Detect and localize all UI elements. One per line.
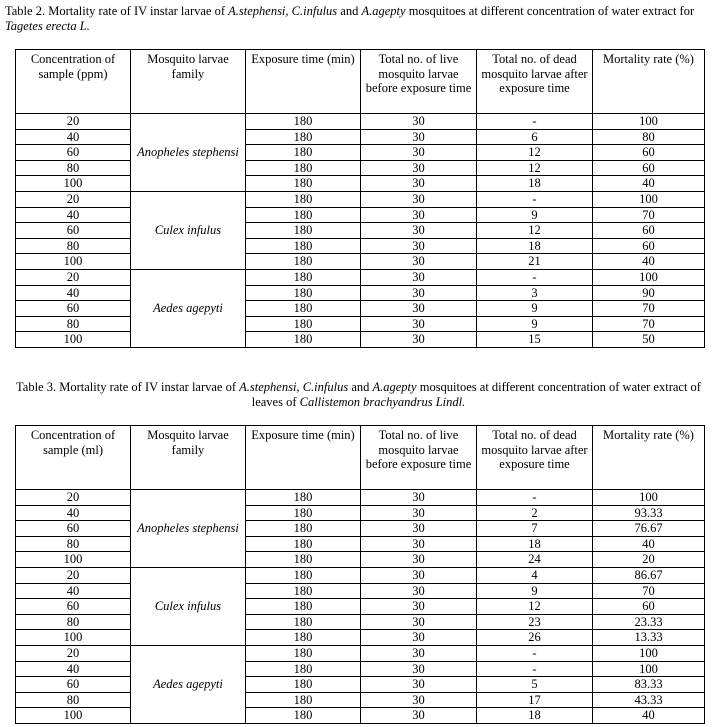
table-row bbox=[16, 567, 705, 583]
table-row bbox=[16, 191, 705, 207]
cell-dead-larvae: 6 bbox=[477, 129, 593, 145]
cell-live-larvae: 30 bbox=[361, 285, 477, 301]
caption-text: Table 3. Mortality rate of IV instar larvae of bbox=[16, 380, 240, 394]
cell-dead-larvae: 24 bbox=[477, 552, 593, 568]
cell-mortality-rate: 70 bbox=[593, 301, 705, 317]
cell-concentration: 100 bbox=[16, 708, 131, 724]
cell-mortality-rate: 70 bbox=[593, 207, 705, 223]
cell-mortality-rate: 70 bbox=[593, 316, 705, 332]
cell-mortality-rate: 100 bbox=[593, 269, 705, 285]
cell-concentration: 20 bbox=[16, 490, 131, 506]
table-row bbox=[16, 269, 705, 285]
cell-family: Anopheles stephensi bbox=[131, 114, 246, 192]
cell-live-larvae: 30 bbox=[361, 645, 477, 661]
cell-live-larvae: 30 bbox=[361, 238, 477, 254]
cell-dead-larvae: 15 bbox=[477, 332, 593, 348]
cell-exposure-time: 180 bbox=[246, 567, 361, 583]
cell-family: Anopheles stephensi bbox=[131, 490, 246, 568]
cell-dead-larvae: - bbox=[477, 269, 593, 285]
table-row bbox=[16, 238, 705, 254]
cell-live-larvae: 30 bbox=[361, 614, 477, 630]
cell-concentration: 60 bbox=[16, 521, 131, 537]
table-row bbox=[16, 160, 705, 176]
cell-exposure-time: 180 bbox=[246, 176, 361, 192]
table-row bbox=[16, 521, 705, 537]
cell-exposure-time: 180 bbox=[246, 692, 361, 708]
header-family: Mosquito larvae family bbox=[131, 50, 246, 114]
header-live-larvae: Total no. of live mosquito larvae before exposure time bbox=[361, 50, 477, 114]
table-row bbox=[16, 316, 705, 332]
cell-mortality-rate: 90 bbox=[593, 285, 705, 301]
caption-text: and bbox=[337, 4, 362, 18]
cell-concentration: 60 bbox=[16, 223, 131, 239]
cell-mortality-rate: 60 bbox=[593, 599, 705, 615]
table-row bbox=[16, 285, 705, 301]
cell-live-larvae: 30 bbox=[361, 223, 477, 239]
cell-live-larvae: 30 bbox=[361, 661, 477, 677]
table-row bbox=[16, 505, 705, 521]
table-row bbox=[16, 207, 705, 223]
caption-text: mosquitoes at different concentration of water extract of leaves of bbox=[251, 380, 701, 409]
cell-concentration: 80 bbox=[16, 238, 131, 254]
cell-exposure-time: 180 bbox=[246, 536, 361, 552]
cell-concentration: 20 bbox=[16, 567, 131, 583]
cell-dead-larvae: - bbox=[477, 661, 593, 677]
cell-live-larvae: 30 bbox=[361, 114, 477, 130]
cell-exposure-time: 180 bbox=[246, 552, 361, 568]
table-row bbox=[16, 661, 705, 677]
cell-dead-larvae: 2 bbox=[477, 505, 593, 521]
cell-concentration: 100 bbox=[16, 176, 131, 192]
cell-live-larvae: 30 bbox=[361, 521, 477, 537]
cell-mortality-rate: 40 bbox=[593, 708, 705, 724]
table-row bbox=[16, 536, 705, 552]
cell-live-larvae: 30 bbox=[361, 176, 477, 192]
species-name: A.stephensi, bbox=[228, 4, 289, 18]
cell-concentration: 80 bbox=[16, 692, 131, 708]
cell-exposure-time: 180 bbox=[246, 207, 361, 223]
cell-concentration: 40 bbox=[16, 207, 131, 223]
cell-mortality-rate: 20 bbox=[593, 552, 705, 568]
cell-concentration: 40 bbox=[16, 129, 131, 145]
cell-dead-larvae: 12 bbox=[477, 145, 593, 161]
cell-mortality-rate: 43.33 bbox=[593, 692, 705, 708]
table-3 bbox=[15, 425, 705, 724]
header-mortality-rate: Mortality rate (%) bbox=[593, 50, 705, 114]
cell-mortality-rate: 93.33 bbox=[593, 505, 705, 521]
cell-dead-larvae: 26 bbox=[477, 630, 593, 646]
header-dead-larvae: Total no. of dead mosquito larvae after exposure time bbox=[477, 50, 593, 114]
cell-mortality-rate: 40 bbox=[593, 254, 705, 270]
cell-family: Aedes agepyti bbox=[131, 645, 246, 723]
cell-live-larvae: 30 bbox=[361, 583, 477, 599]
table-row bbox=[16, 692, 705, 708]
species-name: A.stephensi, bbox=[239, 380, 300, 394]
cell-mortality-rate: 86.67 bbox=[593, 567, 705, 583]
cell-mortality-rate: 60 bbox=[593, 223, 705, 239]
header-concentration: Concentration of sample (ppm) bbox=[16, 50, 131, 114]
cell-dead-larvae: 18 bbox=[477, 238, 593, 254]
cell-live-larvae: 30 bbox=[361, 692, 477, 708]
species-name: C.infulus bbox=[291, 4, 338, 18]
cell-dead-larvae: 18 bbox=[477, 176, 593, 192]
cell-concentration: 20 bbox=[16, 191, 131, 207]
caption-text: Table 2. Mortality rate of IV instar larvae of bbox=[5, 4, 229, 18]
cell-exposure-time: 180 bbox=[246, 583, 361, 599]
cell-live-larvae: 30 bbox=[361, 332, 477, 348]
cell-dead-larvae: 18 bbox=[477, 708, 593, 724]
cell-exposure-time: 180 bbox=[246, 254, 361, 270]
table-row bbox=[16, 583, 705, 599]
cell-dead-larvae: 17 bbox=[477, 692, 593, 708]
cell-exposure-time: 180 bbox=[246, 630, 361, 646]
cell-concentration: 100 bbox=[16, 332, 131, 348]
cell-exposure-time: 180 bbox=[246, 599, 361, 615]
cell-dead-larvae: 23 bbox=[477, 614, 593, 630]
cell-mortality-rate: 100 bbox=[593, 114, 705, 130]
cell-exposure-time: 180 bbox=[246, 145, 361, 161]
cell-concentration: 40 bbox=[16, 661, 131, 677]
cell-dead-larvae: 12 bbox=[477, 223, 593, 239]
cell-dead-larvae: 12 bbox=[477, 160, 593, 176]
cell-exposure-time: 180 bbox=[246, 114, 361, 130]
plant-name: Tagetes erecta L. bbox=[5, 19, 90, 33]
cell-live-larvae: 30 bbox=[361, 567, 477, 583]
cell-concentration: 40 bbox=[16, 505, 131, 521]
cell-dead-larvae: 3 bbox=[477, 285, 593, 301]
cell-live-larvae: 30 bbox=[361, 630, 477, 646]
cell-exposure-time: 180 bbox=[246, 269, 361, 285]
cell-concentration: 80 bbox=[16, 536, 131, 552]
cell-live-larvae: 30 bbox=[361, 191, 477, 207]
cell-mortality-rate: 83.33 bbox=[593, 677, 705, 693]
cell-dead-larvae: 18 bbox=[477, 536, 593, 552]
table-row bbox=[16, 599, 705, 615]
cell-concentration: 20 bbox=[16, 645, 131, 661]
table-row bbox=[16, 223, 705, 239]
table-2 bbox=[15, 49, 705, 348]
plant-name: Callistemon brachyandrus Lindl. bbox=[299, 395, 466, 409]
cell-dead-larvae: 4 bbox=[477, 567, 593, 583]
cell-mortality-rate: 23.33 bbox=[593, 614, 705, 630]
cell-mortality-rate: 100 bbox=[593, 191, 705, 207]
cell-live-larvae: 30 bbox=[361, 160, 477, 176]
table-row bbox=[16, 332, 705, 348]
header-mortality-rate: Mortality rate (%) bbox=[593, 426, 705, 490]
cell-dead-larvae: - bbox=[477, 114, 593, 130]
caption-text: mosquitoes at different concentration of water extract for bbox=[405, 4, 695, 18]
cell-mortality-rate: 60 bbox=[593, 238, 705, 254]
cell-family: Culex infulus bbox=[131, 567, 246, 645]
table-row bbox=[16, 677, 705, 693]
cell-concentration: 40 bbox=[16, 285, 131, 301]
cell-exposure-time: 180 bbox=[246, 677, 361, 693]
species-name: A.agepty bbox=[372, 380, 417, 394]
cell-dead-larvae: 9 bbox=[477, 301, 593, 317]
header-live-larvae: Total no. of live mosquito larvae before exposure time bbox=[361, 426, 477, 490]
header-row bbox=[16, 50, 705, 114]
cell-concentration: 80 bbox=[16, 160, 131, 176]
cell-mortality-rate: 100 bbox=[593, 645, 705, 661]
cell-live-larvae: 30 bbox=[361, 599, 477, 615]
cell-mortality-rate: 76.67 bbox=[593, 521, 705, 537]
cell-exposure-time: 180 bbox=[246, 301, 361, 317]
cell-live-larvae: 30 bbox=[361, 129, 477, 145]
cell-exposure-time: 180 bbox=[246, 332, 361, 348]
cell-live-larvae: 30 bbox=[361, 269, 477, 285]
table-row bbox=[16, 614, 705, 630]
cell-concentration: 80 bbox=[16, 614, 131, 630]
cell-exposure-time: 180 bbox=[246, 316, 361, 332]
header-row bbox=[16, 426, 705, 490]
table-2-caption bbox=[5, 4, 710, 34]
header-concentration: Concentration of sample (ml) bbox=[16, 426, 131, 490]
cell-mortality-rate: 60 bbox=[593, 145, 705, 161]
caption-text: and bbox=[348, 380, 373, 394]
cell-dead-larvae: - bbox=[477, 191, 593, 207]
cell-live-larvae: 30 bbox=[361, 536, 477, 552]
table-row bbox=[16, 630, 705, 646]
cell-live-larvae: 30 bbox=[361, 316, 477, 332]
cell-exposure-time: 180 bbox=[246, 661, 361, 677]
cell-live-larvae: 30 bbox=[361, 207, 477, 223]
cell-exposure-time: 180 bbox=[246, 505, 361, 521]
cell-exposure-time: 180 bbox=[246, 521, 361, 537]
cell-mortality-rate: 40 bbox=[593, 176, 705, 192]
cell-live-larvae: 30 bbox=[361, 490, 477, 506]
header-family: Mosquito larvae family bbox=[131, 426, 246, 490]
header-exposure-time: Exposure time (min) bbox=[246, 426, 361, 490]
species-name: A.agepty bbox=[361, 4, 406, 18]
cell-concentration: 100 bbox=[16, 630, 131, 646]
cell-exposure-time: 180 bbox=[246, 223, 361, 239]
cell-exposure-time: 180 bbox=[246, 191, 361, 207]
cell-dead-larvae: 9 bbox=[477, 583, 593, 599]
table-row bbox=[16, 301, 705, 317]
cell-live-larvae: 30 bbox=[361, 254, 477, 270]
cell-concentration: 60 bbox=[16, 677, 131, 693]
cell-exposure-time: 180 bbox=[246, 238, 361, 254]
cell-concentration: 40 bbox=[16, 583, 131, 599]
cell-live-larvae: 30 bbox=[361, 145, 477, 161]
cell-live-larvae: 30 bbox=[361, 301, 477, 317]
table-row bbox=[16, 490, 705, 506]
cell-dead-larvae: 5 bbox=[477, 677, 593, 693]
cell-concentration: 100 bbox=[16, 552, 131, 568]
cell-concentration: 60 bbox=[16, 599, 131, 615]
table-row bbox=[16, 145, 705, 161]
cell-dead-larvae: 7 bbox=[477, 521, 593, 537]
header-dead-larvae: Total no. of dead mosquito larvae after exposure time bbox=[477, 426, 593, 490]
cell-family: Culex infulus bbox=[131, 191, 246, 269]
cell-live-larvae: 30 bbox=[361, 677, 477, 693]
cell-exposure-time: 180 bbox=[246, 160, 361, 176]
cell-mortality-rate: 50 bbox=[593, 332, 705, 348]
cell-live-larvae: 30 bbox=[361, 505, 477, 521]
cell-live-larvae: 30 bbox=[361, 552, 477, 568]
cell-concentration: 60 bbox=[16, 145, 131, 161]
cell-dead-larvae: - bbox=[477, 490, 593, 506]
table-row bbox=[16, 114, 705, 130]
header-exposure-time: Exposure time (min) bbox=[246, 50, 361, 114]
cell-mortality-rate: 60 bbox=[593, 160, 705, 176]
cell-dead-larvae: 12 bbox=[477, 599, 593, 615]
cell-dead-larvae: 9 bbox=[477, 316, 593, 332]
cell-mortality-rate: 100 bbox=[593, 661, 705, 677]
cell-live-larvae: 30 bbox=[361, 708, 477, 724]
cell-exposure-time: 180 bbox=[246, 490, 361, 506]
cell-concentration: 60 bbox=[16, 301, 131, 317]
table-row bbox=[16, 645, 705, 661]
cell-dead-larvae: - bbox=[477, 645, 593, 661]
table-row bbox=[16, 176, 705, 192]
species-name: C.infulus bbox=[302, 380, 349, 394]
cell-concentration: 80 bbox=[16, 316, 131, 332]
cell-exposure-time: 180 bbox=[246, 708, 361, 724]
cell-mortality-rate: 100 bbox=[593, 490, 705, 506]
cell-exposure-time: 180 bbox=[246, 614, 361, 630]
cell-exposure-time: 180 bbox=[246, 645, 361, 661]
table-row bbox=[16, 129, 705, 145]
table-row bbox=[16, 254, 705, 270]
table-row bbox=[16, 708, 705, 724]
cell-exposure-time: 180 bbox=[246, 129, 361, 145]
cell-concentration: 20 bbox=[16, 269, 131, 285]
cell-concentration: 100 bbox=[16, 254, 131, 270]
cell-dead-larvae: 9 bbox=[477, 207, 593, 223]
cell-mortality-rate: 40 bbox=[593, 536, 705, 552]
cell-family: Aedes agepyti bbox=[131, 269, 246, 347]
cell-mortality-rate: 80 bbox=[593, 129, 705, 145]
table-row bbox=[16, 552, 705, 568]
table-3-caption bbox=[5, 380, 712, 410]
cell-exposure-time: 180 bbox=[246, 285, 361, 301]
cell-concentration: 20 bbox=[16, 114, 131, 130]
cell-mortality-rate: 13.33 bbox=[593, 630, 705, 646]
cell-dead-larvae: 21 bbox=[477, 254, 593, 270]
cell-mortality-rate: 70 bbox=[593, 583, 705, 599]
